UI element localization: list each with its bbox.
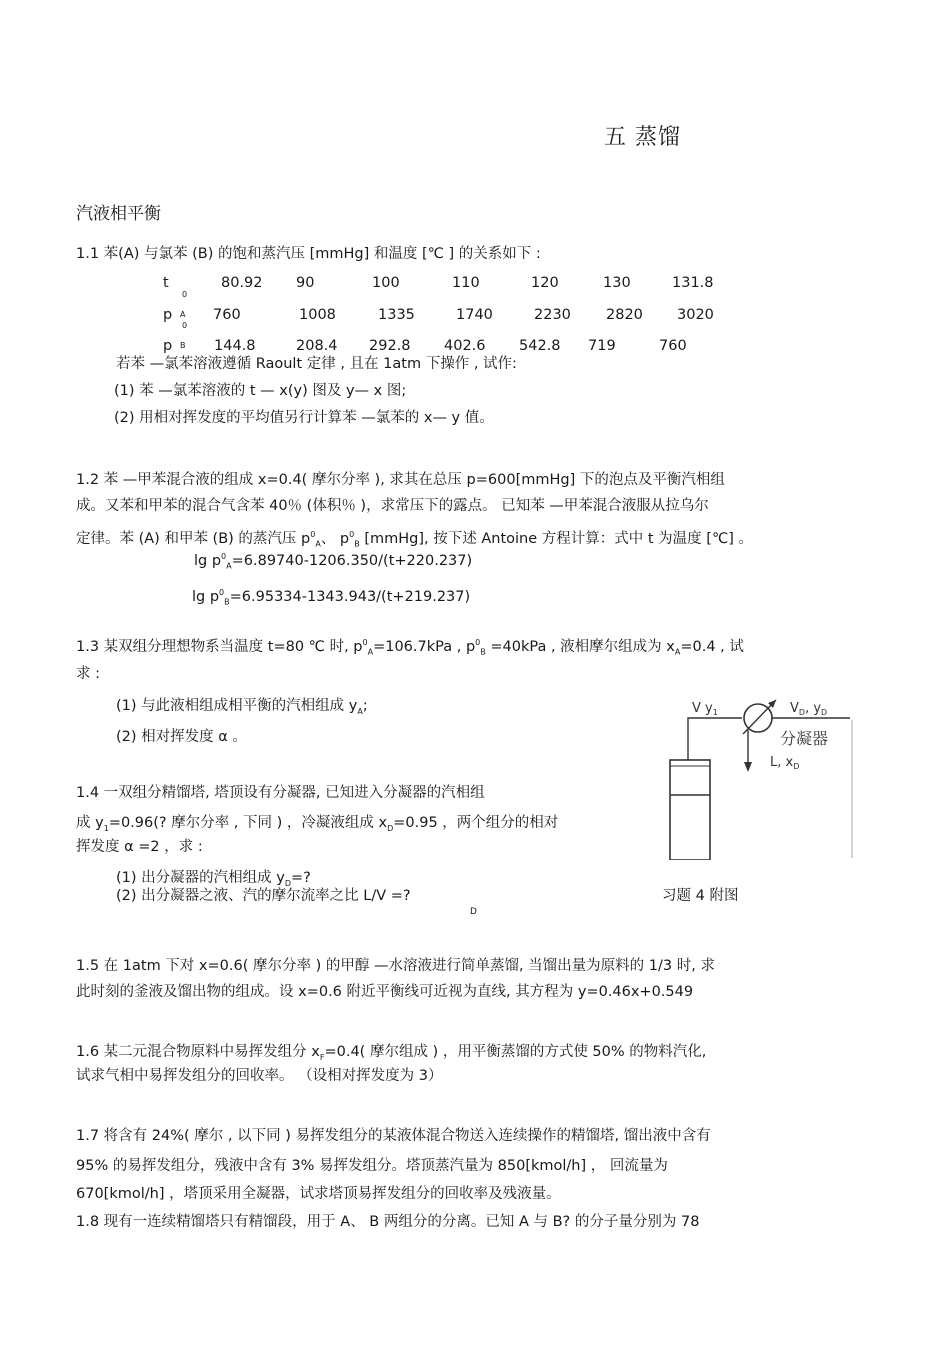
problem-1-6-line-2: 试求气相中易挥发组分的回收率。 （设相对挥发度为 3） (76, 1068, 443, 1084)
table-cell-t-4: 120 (531, 275, 559, 291)
table-cell-pb-6: 760 (659, 338, 687, 354)
table-cell-pb-1: 208.4 (296, 338, 338, 354)
figure-caption: 习题 4 附图 (662, 888, 739, 904)
problem-1-3-line-2: 求 : (76, 666, 100, 682)
problem-1-8-line-1: 1.8 现有一连续精馏塔只有精馏段，用于 A、 B 两组分的分离。已知 A 与 B? 的分子量分别为 78 (76, 1214, 700, 1230)
table-cell-pa-5: 2820 (606, 307, 643, 323)
table-cell-pb-3: 402.6 (444, 338, 486, 354)
table-cell-t-5: 130 (603, 275, 631, 291)
problem-1-1-question-2: (2) 用相对挥发度的平均值另行计算苯 —氯苯的 x— y 值。 (114, 410, 494, 426)
table-cell-pa-6: 3020 (677, 307, 714, 323)
row-label-pb: p (163, 338, 173, 354)
column-body (670, 760, 710, 860)
problem-1-7-line-2: 95% 的易挥发组分，残液中含有 3% 易挥发组分。塔顶蒸汽量为 850[kmol/h] ， 回流量为 (76, 1158, 668, 1174)
problem-1-6-line-1: 1.6 某二元混合物原料中易挥发组分 $x_F=0.4$( 摩尔组成 ) ，用平衡蒸馏的方式使 50% 的物料汽化, (76, 1044, 707, 1062)
table-cell-pb-5: 719 (588, 338, 616, 354)
row-label-pb-sub: B (180, 341, 186, 350)
problem-1-4-line-2: 成 $y_1=0.96$(? 摩尔分率 , 下同 ) ，冷凝液组成 $x_D=0.95$ ，两个组分的相对 (76, 815, 559, 833)
problem-1-3-question-1: (1) 与此液相组成相平衡的汽相组成 $y_A$; (116, 698, 368, 716)
partial-condenser-figure (640, 690, 855, 860)
table-cell-t-0: 80.92 (221, 275, 263, 291)
problem-1-3-question-2: (2) 相对挥发度 α 。 (116, 729, 247, 745)
table-cell-pa-1: 1008 (299, 307, 336, 323)
problem-1-7-line-3: 670[kmol/h] ，塔顶采用全凝器，试求塔顶易挥发组分的回收率及残液量。 (76, 1186, 561, 1202)
row-label-t: t (163, 275, 169, 291)
section-heading: 汽液相平衡 (76, 204, 161, 224)
problem-1-4-question-1: (1) 出分凝器的汽相组成 $y_D=$? (116, 870, 311, 888)
problem-1-1-intro: 1.1 苯(A) 与氯苯 (B) 的饱和蒸汽压 [mmHg] 和温度 [℃ ] 的关系如下 : (76, 246, 541, 262)
row-label-t-sub: 0 (182, 290, 188, 299)
problem-1-3-line-1: 1.3 某双组分理想物系当温度 t=80 ℃ 时, $p^0_A=106.7kPa$ , $p^0_B =40kPa$ , 液相摩尔组成为 $x_A=0.4$ , 试 (76, 638, 744, 657)
problem-1-1-question-1: (1) 苯 —氯苯溶液的 t — x(y) 图及 y— x 图; (114, 383, 407, 399)
problem-1-4-line-1: 1.4 一双组分精馏塔, 塔顶设有分凝器, 已知进入分凝器的汽相组 (76, 785, 485, 801)
table-cell-t-2: 100 (372, 275, 400, 291)
table-cell-pb-4: 542.8 (519, 338, 561, 354)
problem-1-4-question-2-sub: D (470, 907, 477, 917)
table-cell-pa-4: 2230 (534, 307, 571, 323)
liquid-arrow-icon (744, 762, 752, 772)
table-cell-pb-0: 144.8 (214, 338, 256, 354)
problem-1-4-question-2: (2) 出分凝器之液、汽的摩尔流率之比 L/V =? (116, 888, 411, 904)
label-vapor-in: V $y_1$ (692, 701, 718, 717)
table-cell-pb-2: 292.8 (369, 338, 411, 354)
problem-1-7-line-1: 1.7 将含有 24%( 摩尔 , 以下同 ) 易挥发组分的某液体混合物送入连续操作的精馏塔, 馏出液中含有 (76, 1128, 711, 1144)
row-label-pa: p (163, 307, 173, 323)
table-cell-t-1: 90 (296, 275, 315, 291)
problem-1-5-line-2: 此时刻的釜液及馏出物的组成。设 x=0.6 附近平衡线可近视为直线, 其方程为 y=0.46x+0.549 (76, 984, 694, 1000)
table-cell-pa-2: 1335 (378, 307, 415, 323)
table-cell-pa-3: 1740 (456, 307, 493, 323)
problem-1-4-line-3: 挥发度 α =2 ，求 : (76, 839, 203, 855)
vapor-pipe (688, 718, 742, 760)
problem-1-5-line-1: 1.5 在 1atm 下对 x=0.6( 摩尔分率 ) 的甲醇 —水溶液进行简单蒸馏, 当馏出量为原料的 1/3 时, 求 (76, 958, 715, 974)
table-cell-pa-0: 760 (213, 307, 241, 323)
antoine-equation-b: $\lg p^0_B=6.95334-1343.943/(t+219.237)$ (192, 588, 471, 607)
problem-1-2-line-1: 1.2 苯 —甲苯混合液的组成 x=0.4( 摩尔分率 ), 求其在总压 p=600[mmHg] 下的泡点及平衡汽相组 (76, 472, 725, 488)
label-condenser: 分凝器 (780, 729, 829, 748)
row-label-pa-sup: 0 (182, 321, 188, 330)
label-vapor-out: $V_D$, $y_D$ (790, 701, 828, 717)
problem-1-1-condition: 若苯 —氯苯溶液遵循 Raoult 定律 , 且在 1atm 下操作 , 试作: (116, 356, 517, 372)
antoine-equation-a: $\lg p^0_A=6.89740-1206.350/(t+220.237)$ (194, 552, 473, 571)
problem-1-2-line-2: 成。又苯和甲苯的混合气含苯 40％ (体积％ )，求常压下的露点。 已知苯 —甲苯混合液服从拉乌尔 (76, 498, 709, 514)
table-cell-t-6: 131.8 (672, 275, 714, 291)
problem-1-2-line-3: 定律。苯 (A) 和甲苯 (B) 的蒸汽压 $p^0_A$、 $p^0_B$ [mmHg], 按下述 Antoine 方程计算：式中 t 为温度 [℃] 。 (76, 530, 753, 549)
table-cell-t-3: 110 (452, 275, 480, 291)
page-title: 五 蒸馏 (604, 125, 681, 150)
label-liquid: L, $x_D$ (770, 755, 800, 771)
row-label-pa-sub: A (180, 310, 186, 319)
